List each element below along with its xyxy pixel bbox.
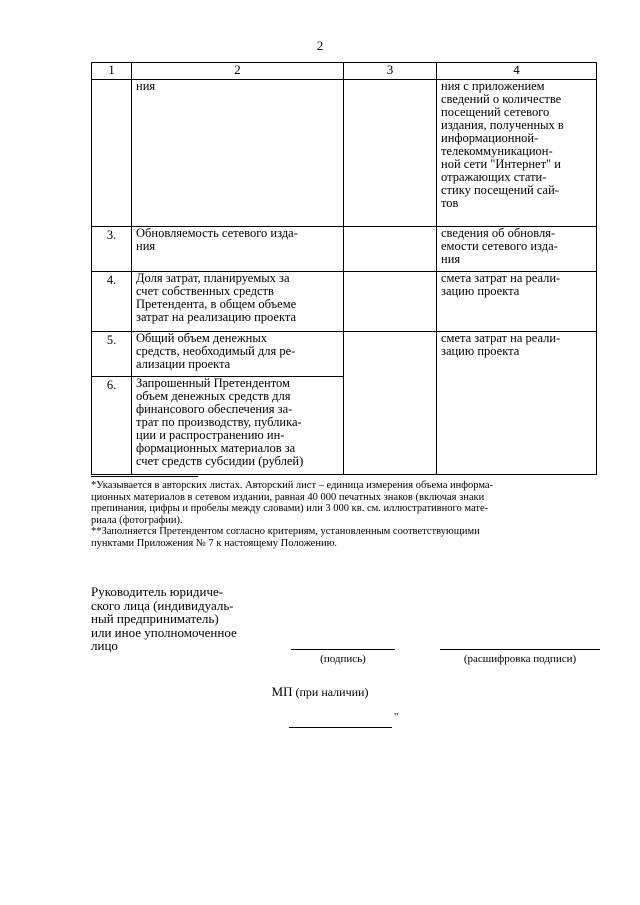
table-row <box>92 332 597 377</box>
criterion-cell <box>132 272 344 332</box>
table-row <box>92 272 597 332</box>
source-cell <box>437 80 597 227</box>
source-text: смета затрат на реали- зацию проекта <box>441 271 561 298</box>
source-text: ния с приложением сведений о количестве посещений сетевого издания, полученных в информационной- телекоммуникацион- ной сети "Интернет" и отражающих стати- стику посещений сай- тов <box>441 79 564 210</box>
signature-caption: (подпись) <box>320 653 366 665</box>
source-cell <box>437 332 597 475</box>
criterion-cell <box>132 332 344 377</box>
table-header-row <box>92 63 597 80</box>
footnote: **Заполняется Претендентом согласно критериям, установленным соответствующими пунктами Приложения № 7 к настоящему Положению. <box>91 526 480 549</box>
criterion-text: Общий объем денежных средств, необходимый для ре- ализации проекта <box>136 331 296 371</box>
column-header: 4 <box>437 63 597 80</box>
value-cell <box>344 80 437 227</box>
page-number: 2 <box>316 38 324 53</box>
source-cell <box>437 227 597 272</box>
row-number: 6. <box>92 377 132 475</box>
row-number: 5. <box>92 332 132 377</box>
column-header: 1 <box>92 63 132 80</box>
value-cell <box>344 227 437 272</box>
value-cell <box>344 332 437 475</box>
stamp-label: МП <box>271 684 293 699</box>
signature-decoding-caption: (расшифровка подписи) <box>463 653 577 665</box>
signature-decoding-line <box>440 649 600 650</box>
value-cell <box>344 272 437 332</box>
row-number: 3. <box>92 227 132 272</box>
criterion-text: Запрошенный Претендентом объем денежных средств для финансового обеспечения за- трат по производству, публика- ции и распространению ин- формационных материалов за счет средств субсидии (рублей) <box>136 376 304 468</box>
footnotes <box>91 480 596 549</box>
criterion-text: ния <box>136 79 156 93</box>
footnote-separator <box>91 476 198 477</box>
row-number <box>92 80 132 227</box>
stamp-place <box>0 684 640 700</box>
source-text: сведения об обновля- емости сетевого изда- ния <box>441 226 558 266</box>
source-text: смета затрат на реали- зацию проекта <box>441 331 561 358</box>
source-cell <box>437 272 597 332</box>
stamp-note: (при наличии) <box>295 685 369 699</box>
criterion-cell <box>132 227 344 272</box>
table-row <box>92 227 597 272</box>
column-header: 3 <box>344 63 437 80</box>
signature-line <box>291 649 395 650</box>
signer-title: Руководитель юридиче- ского лица (индивидуаль- ный предприниматель) или иное уполномоченное лицо <box>91 584 237 653</box>
criterion-cell <box>132 377 344 475</box>
column-header: 2 <box>132 63 344 80</box>
criterion-text: Обновляемость сетевого изда- ния <box>136 226 298 253</box>
criteria-table <box>91 62 597 475</box>
criterion-text: Доля затрат, планируемых за счет собственных средств Претендента, в общем объеме затрат на реализацию проекта <box>136 271 297 324</box>
date-line <box>289 727 392 728</box>
criterion-cell <box>132 80 344 227</box>
footnote: *Указывается в авторских листах. Авторский лист – единица измерения объема информа- ционных материалов в сетевом издании, равная 40 000 печатных знаков (включая знаки препинания, цифры и пробелы между словами) или 3 000 кв. см. иллюстративного мате- риала (фотографии). <box>91 480 494 526</box>
date-quote-mark: " <box>394 711 399 723</box>
row-number: 4. <box>92 272 132 332</box>
table-row <box>92 80 597 227</box>
